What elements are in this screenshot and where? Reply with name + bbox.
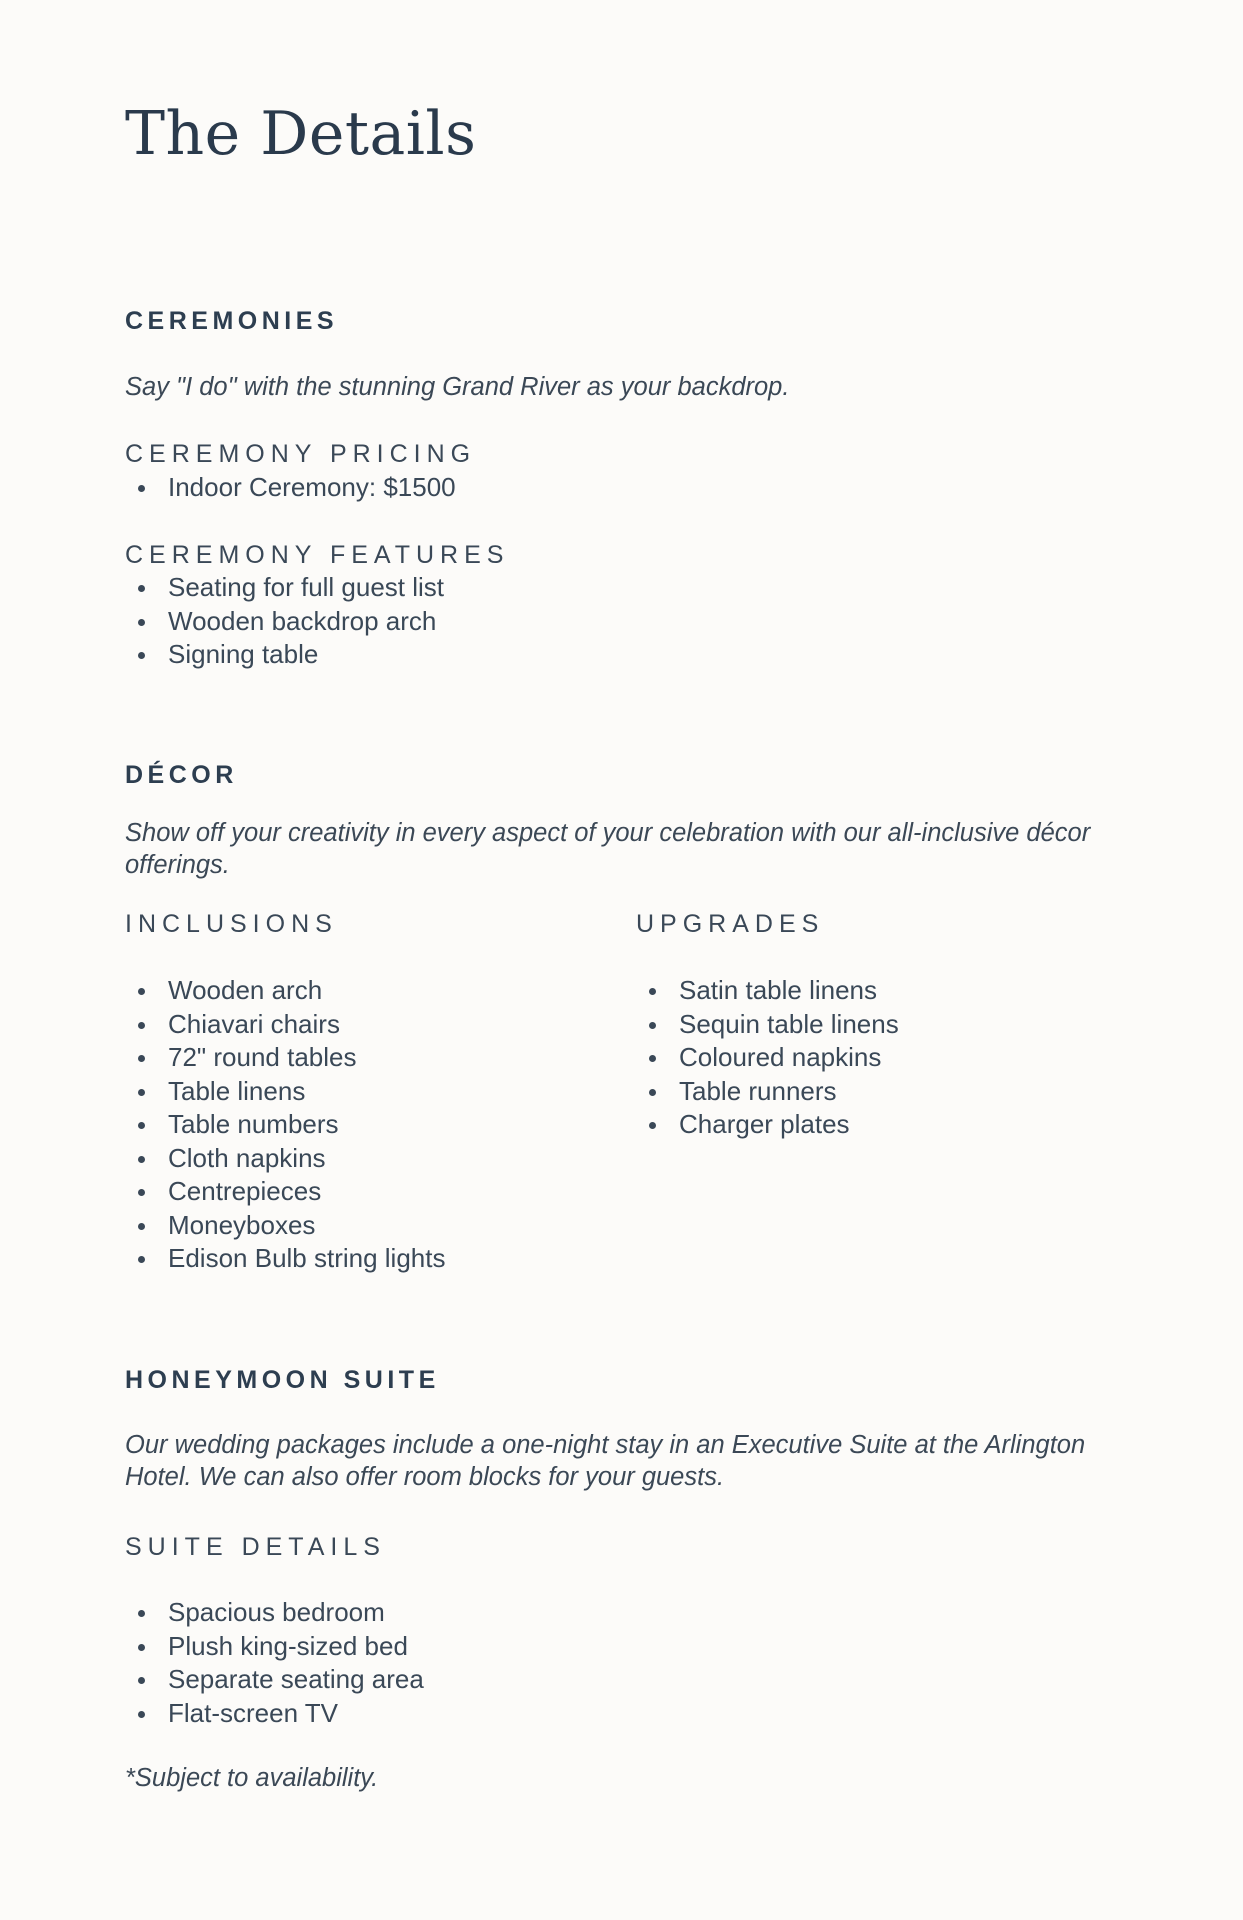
decor-intro: Show off your creativity in every aspect of your celebration with our all-inclusive décor offerings. — [125, 819, 1091, 879]
list-item: Table runners — [636, 1075, 899, 1109]
bullet-icon — [138, 619, 145, 626]
list-item: Signing table — [125, 638, 444, 672]
bullet-icon — [138, 1610, 145, 1617]
bullet-icon — [138, 1677, 145, 1684]
decor-heading: DÉCOR — [125, 761, 238, 789]
list-item: Seating for full guest list — [125, 571, 444, 605]
bullet-icon — [649, 1022, 656, 1029]
bullet-icon — [138, 1055, 145, 1062]
suite-details-list — [125, 1596, 424, 1730]
upgrades-list — [636, 974, 899, 1142]
list-item: Wooden backdrop arch — [125, 605, 444, 639]
bullet-icon — [138, 1089, 145, 1096]
inclusions-heading: INCLUSIONS — [125, 910, 338, 938]
ceremonies-heading: CEREMONIES — [125, 307, 339, 335]
bullet-icon — [649, 988, 656, 995]
list-item: Plush king-sized bed — [125, 1630, 424, 1664]
bullet-icon — [649, 1089, 656, 1096]
bullet-icon — [138, 485, 145, 492]
list-item: Coloured napkins — [636, 1041, 899, 1075]
inclusions-list — [125, 974, 445, 1276]
list-item: Chiavari chairs — [125, 1008, 445, 1042]
list-item: Centrepieces — [125, 1175, 445, 1209]
availability-footnote: *Subject to availability. — [125, 1764, 379, 1792]
bullet-icon — [649, 1122, 656, 1129]
suite-details-heading: SUITE DETAILS — [125, 1533, 386, 1561]
list-item: Cloth napkins — [125, 1142, 445, 1176]
bullet-icon — [138, 1022, 145, 1029]
honeymoon-heading: HONEYMOON SUITE — [125, 1366, 440, 1394]
list-item: Separate seating area — [125, 1663, 424, 1697]
list-item: Spacious bedroom — [125, 1596, 424, 1630]
bullet-icon — [138, 585, 145, 592]
bullet-icon — [138, 1189, 145, 1196]
bullet-icon — [649, 1055, 656, 1062]
page-title: The Details — [125, 99, 477, 169]
ceremonies-intro: Say "I do" with the stunning Grand River as your backdrop. — [125, 373, 790, 401]
honeymoon-intro: Our wedding packages include a one-night stay in an Executive Suite at the Arlington Hotel. We can also offer room blocks for your guests. — [125, 1431, 1086, 1491]
list-item: Charger plates — [636, 1108, 899, 1142]
ceremony-pricing-heading: CEREMONY PRICING — [125, 440, 477, 468]
list-item: Edison Bulb string lights — [125, 1242, 445, 1276]
list-item: 72" round tables — [125, 1041, 445, 1075]
ceremony-features-heading: CEREMONY FEATURES — [125, 541, 510, 569]
bullet-icon — [138, 1122, 145, 1129]
list-item: Satin table linens — [636, 974, 899, 1008]
bullet-icon — [138, 1156, 145, 1163]
ceremony-features-list — [125, 571, 444, 672]
bullet-icon — [138, 1223, 145, 1230]
bullet-icon — [138, 1644, 145, 1651]
bullet-icon — [138, 652, 145, 659]
list-item: Table numbers — [125, 1108, 445, 1142]
list-item: Flat-screen TV — [125, 1697, 424, 1731]
bullet-icon — [138, 1711, 145, 1718]
bullet-icon — [138, 1256, 145, 1263]
list-item: Wooden arch — [125, 974, 445, 1008]
list-item: Indoor Ceremony: $1500 — [125, 471, 456, 505]
list-item: Sequin table linens — [636, 1008, 899, 1042]
upgrades-heading: UPGRADES — [636, 910, 825, 938]
list-item: Moneyboxes — [125, 1209, 445, 1243]
bullet-icon — [138, 988, 145, 995]
ceremony-pricing-list — [125, 471, 456, 505]
list-item: Table linens — [125, 1075, 445, 1109]
